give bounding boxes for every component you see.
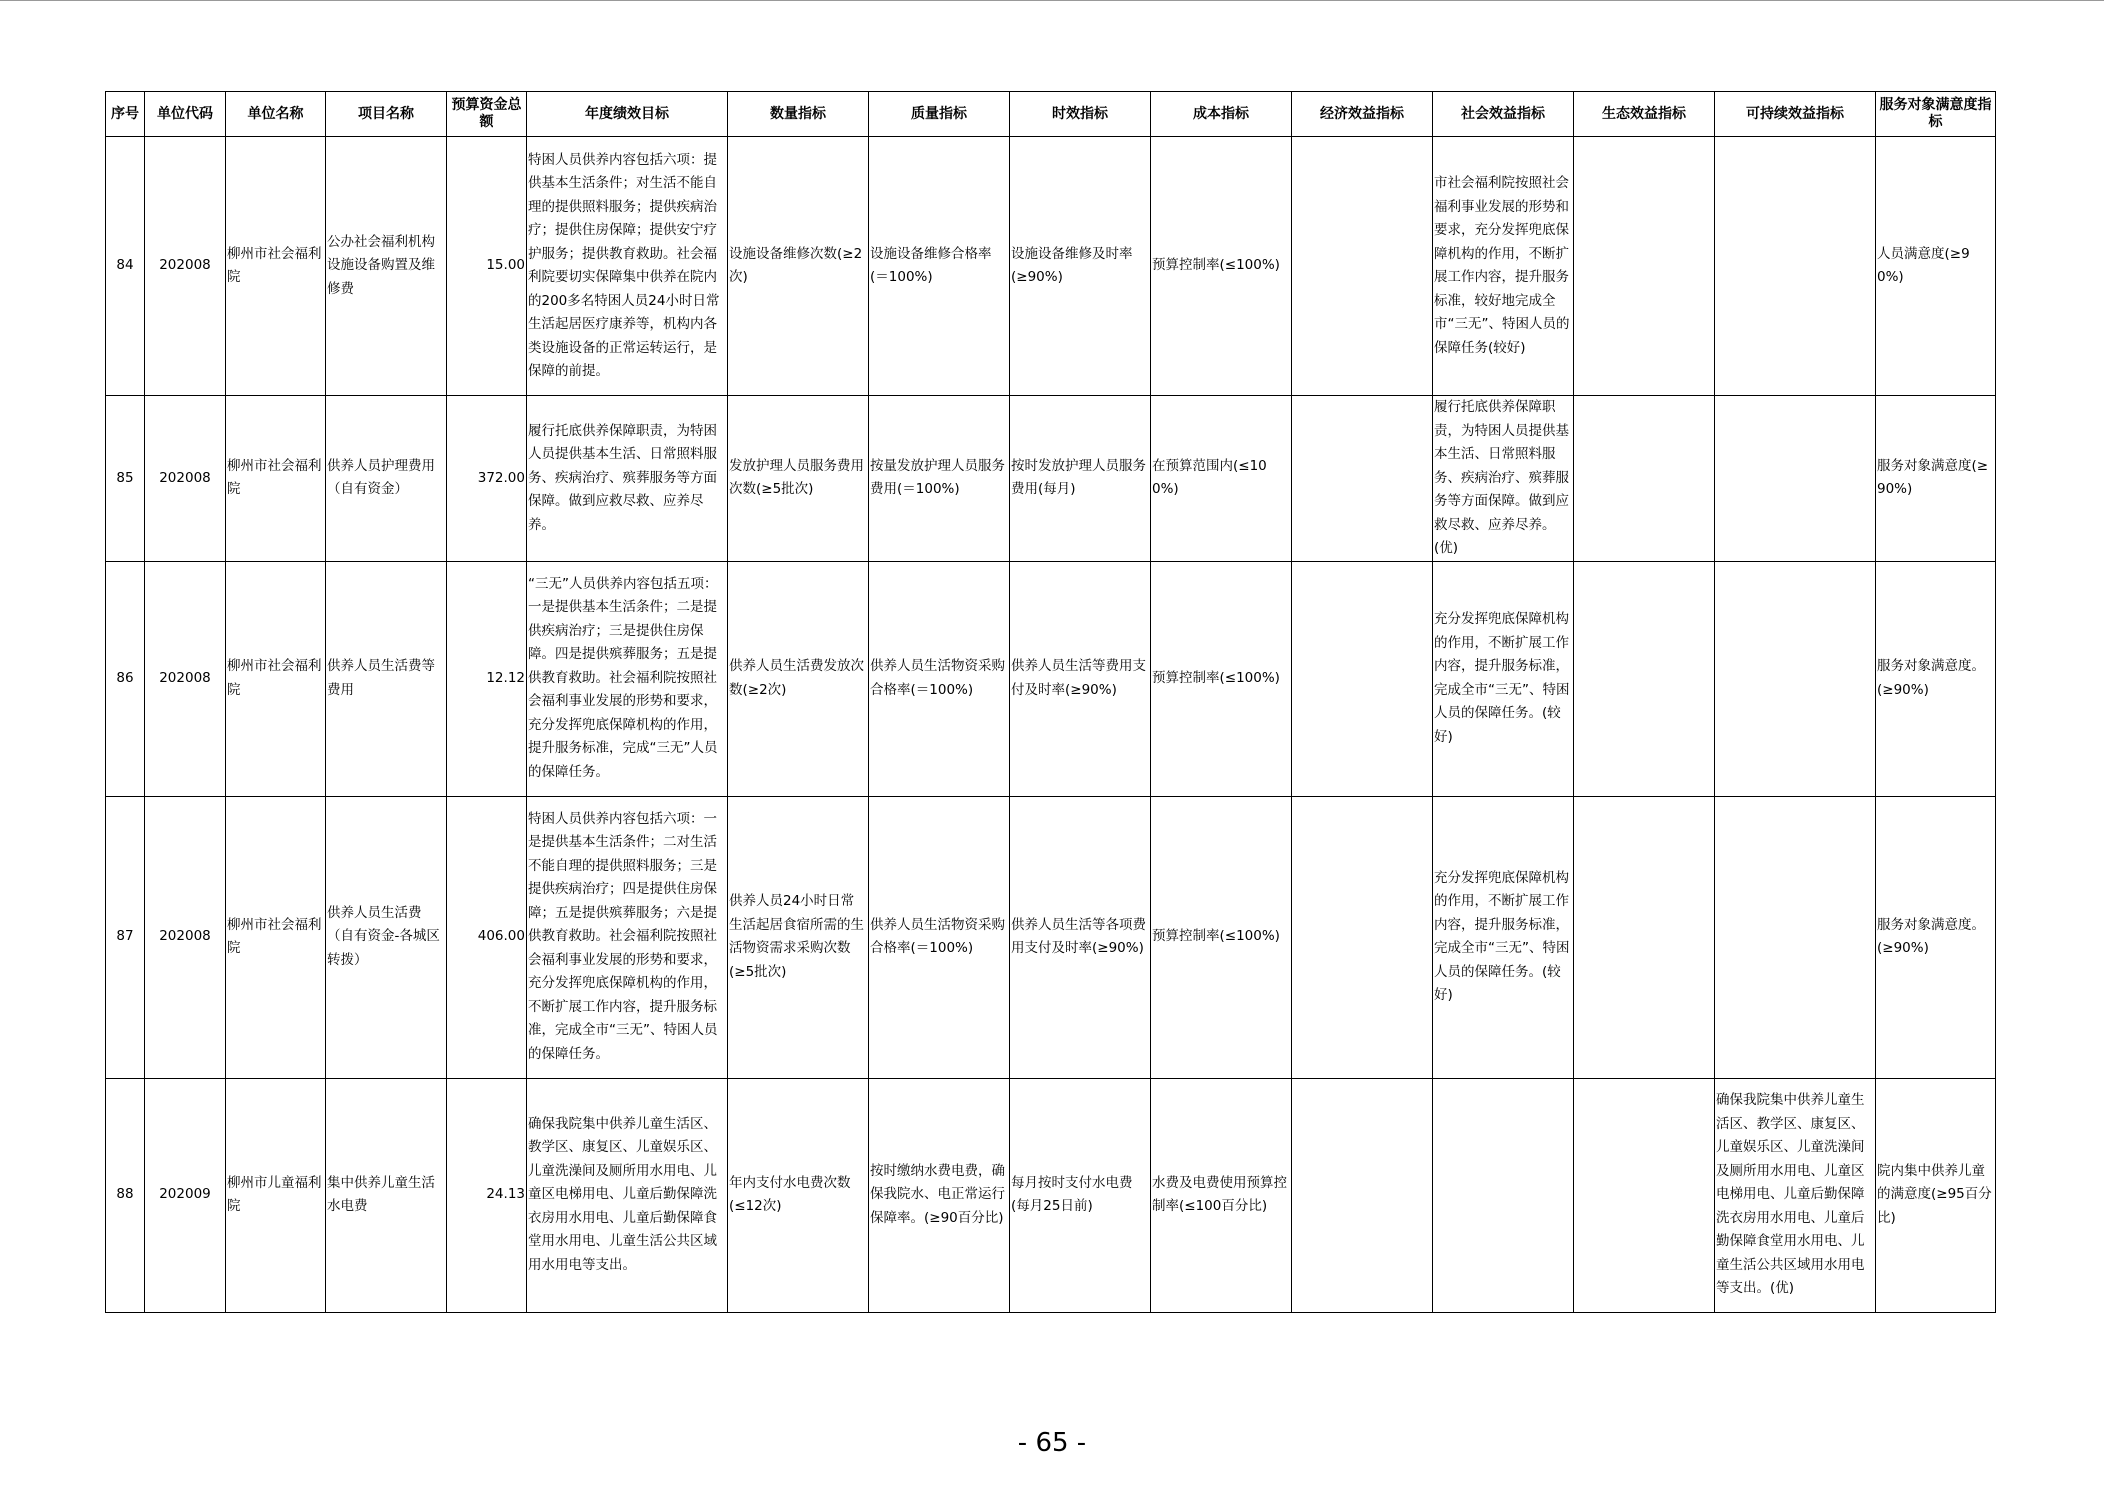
cell-quality [869,1078,1010,1312]
cell-social [1433,396,1574,562]
cell-social-text: 充分发挥兜底保障机构的作用，不断扩展工作内容，提升服务标准，完成全市“三无”、特困人员的保障任务。(较好) [1434,869,1570,1003]
cell-satisfaction-text: 服务对象满意度。(≥90%) [1877,658,1985,698]
table-header-row [106,92,1996,137]
cell-annual-goal-text: 确保我院集中供养儿童生活区、教学区、康复区、儿童娱乐区、儿童洗澡间及厕所用水用电、儿童区电梯用电、儿童后勤保障洗衣房用水用电、儿童后勤保障食堂用水用电、儿童生活公共区域用水用电等支出。 [528,1115,717,1273]
cell-seq [106,137,145,396]
cell-cost-text: 水费及电费使用预算控制率(≤100百分比) [1152,1174,1287,1214]
cell-project-name-text: 公办社会福利机构设施设备购置及维修费 [327,233,435,297]
table-row [106,796,1996,1078]
cell-budget [447,396,527,562]
cell-economic [1292,137,1433,396]
cell-quality [869,796,1010,1078]
cell-timeliness [1010,796,1151,1078]
cell-annual-goal [527,796,728,1078]
cell-cost-text: 预算控制率(≤100%) [1152,257,1280,274]
table-row [106,137,1996,396]
cell-seq [106,1078,145,1312]
cell-satisfaction [1876,396,1996,562]
cell-unit-code-text: 202008 [159,669,211,686]
cell-quantity-text: 供养人员24小时日常生活起居食宿所需的生活物资需求采购次数(≥5批次) [729,893,864,980]
cell-economic [1292,1078,1433,1312]
cell-annual-goal-text: 特困人员供养内容包括六项：提供基本生活条件；对生活不能自理的提供照料服务；提供疾病治疗；提供住房保障；提供安宁疗护服务；提供教育救助。社会福利院要切实保障集中供养在院内的200多名特困人员24小时日常生活起居医疗康养等，机构内各类设施设备的正常运转运行，是保障的前提。 [528,151,720,379]
cell-satisfaction-text: 院内集中供养儿童的满意度(≥95百分比) [1877,1162,1992,1226]
cell-social-text: 市社会福利院按照社会福利事业发展的形势和要求，充分发挥兜底保障机构的作用，不断扩展工作内容，提升服务标准，较好地完成全市“三无”、特困人员的保障任务(较好) [1434,175,1570,356]
cell-unit-name-text: 柳州市社会福利院 [227,457,322,498]
cell-annual-goal [527,1078,728,1312]
cell-annual-goal [527,137,728,396]
cell-annual-goal-text: “三无”人员供养内容包括五项：一是提供基本生活条件；二是提供疾病治疗；三是提供住房保障。四是提供殡葬服务；五是提供教育救助。社会福利院按照社会福利事业发展的形势和要求，充分发挥兜底保障机构的作用，提升服务标准，完成“三无”人员的保障任务。 [528,575,718,780]
cell-cost [1151,561,1292,796]
cell-budget-text: 406.00 [477,928,525,945]
cell-sustainable-text: 确保我院集中供养儿童生活区、教学区、康复区、儿童娱乐区、儿童洗澡间及厕所用水用电、儿童区电梯用电、儿童后勤保障洗衣房用水用电、儿童后勤保障食堂用水用电、儿童生活公共区域用水用电等支出。(优) [1716,1092,1865,1297]
cell-quantity-text: 发放护理人员服务费用次数(≥5批次) [729,457,864,498]
cell-satisfaction-text: 服务对象满意度(≥90%) [1877,457,1989,498]
cell-seq-text: 85 [116,469,134,486]
cell-quality [869,561,1010,796]
header-economic: 经济效益指标 [1292,92,1433,137]
cell-quality-text: 供养人员生活物资采购合格率(＝100%) [870,916,1005,956]
header-satisfaction: 服务对象满意度指标 [1876,92,1996,137]
cell-unit-name-text: 柳州市儿童福利院 [227,1174,322,1214]
cell-project-name-text: 供养人员生活费（自有资金-各城区转拨） [327,904,440,968]
cell-cost [1151,137,1292,396]
cell-annual-goal-text: 履行托底供养保障职责，为特困人员提供基本生活、日常照料服务、疾病治疗、殡葬服务等方面保障。做到应救尽救、应养尽养。 [528,422,717,533]
cell-unit-name [226,137,326,396]
cell-project-name-text: 供养人员生活费等费用 [327,658,435,698]
cell-unit-code [145,396,226,562]
cell-satisfaction [1876,796,1996,1078]
cell-project-name [326,796,447,1078]
header-sustainable: 可持续效益指标 [1715,92,1876,137]
cell-project-name [326,561,447,796]
table-row [106,1078,1996,1312]
cell-unit-code-text: 202009 [159,1186,211,1203]
cell-project-name-text: 集中供养儿童生活水电费 [327,1174,435,1214]
header-seq: 序号 [106,92,145,137]
cell-unit-name-text: 柳州市社会福利院 [227,245,322,285]
cell-seq-text: 84 [116,257,134,274]
cell-timeliness-text: 按时发放护理人员服务费用(每月) [1011,457,1146,498]
cell-unit-code [145,137,226,396]
cell-unit-name [226,796,326,1078]
cell-budget [447,137,527,396]
cell-sustainable [1715,796,1876,1078]
cell-cost-text: 在预算范围内(≤100%) [1152,457,1267,498]
cell-quality-text: 按时缴纳水费电费，确保我院水、电正常运行保障率。(≥90百分比) [870,1162,1005,1226]
cell-unit-name [226,396,326,562]
cell-social [1433,137,1574,396]
cell-budget-text: 24.13 [486,1186,525,1203]
cell-ecological [1574,1078,1715,1312]
header-ecological: 生态效益指标 [1574,92,1715,137]
cell-sustainable [1715,1078,1876,1312]
performance-table [105,91,1996,1313]
cell-unit-code-text: 202008 [159,257,211,274]
cell-social [1433,796,1574,1078]
cell-quantity-text: 供养人员生活费发放次数(≥2次) [729,658,864,698]
cell-social-text: 履行托底供养保障职责，为特困人员提供基本生活、日常照料服务、疾病治疗、殡葬服务等方面保障。做到应救尽救、应养尽养。(优) [1434,399,1569,556]
cell-satisfaction [1876,1078,1996,1312]
cell-unit-code [145,796,226,1078]
cell-seq-text: 86 [116,669,134,686]
cell-unit-name [226,1078,326,1312]
header-quantity: 数量指标 [728,92,869,137]
header-project-name: 项目名称 [326,92,447,137]
cell-quantity [728,561,869,796]
cell-seq-text: 87 [116,928,134,945]
cell-project-name-text: 供养人员护理费用（自有资金） [327,457,435,498]
cell-cost-text: 预算控制率(≤100%) [1152,669,1280,686]
cell-budget-text: 372.00 [477,469,525,486]
cell-satisfaction-text: 服务对象满意度。(≥90%) [1877,916,1985,956]
cell-annual-goal-text: 特困人员供养内容包括六项：一是提供基本生活条件；二对生活不能自理的提供照料服务；三是提供疾病治疗；四是提供住房保障；五是提供殡葬服务；六是提供教育救助。社会福利院按照社会福利事业发展的形势和要求，充分发挥兜底保障机构的作用，不断扩展工作内容，提升服务标准，完成全市“三无”、特困人员的保障任务。 [528,810,718,1062]
cell-cost [1151,796,1292,1078]
cell-unit-code-text: 202008 [159,469,211,486]
cell-ecological [1574,396,1715,562]
cell-unit-name [226,561,326,796]
cell-economic [1292,396,1433,562]
cell-unit-name-text: 柳州市社会福利院 [227,658,322,698]
cell-quantity-text: 年内支付水电费次数(≤12次) [729,1174,851,1214]
cell-sustainable [1715,396,1876,562]
cell-unit-code [145,1078,226,1312]
cell-economic [1292,796,1433,1078]
cell-quantity [728,1078,869,1312]
top-border-line [0,0,2104,1]
cell-social [1433,561,1574,796]
page-number: - 65 - [1017,1428,1087,1458]
cell-timeliness [1010,137,1151,396]
cell-ecological [1574,561,1715,796]
cell-quality [869,137,1010,396]
cell-satisfaction-text: 人员满意度(≥90%) [1877,245,1970,285]
cell-project-name [326,396,447,562]
cell-sustainable [1715,561,1876,796]
cell-quantity [728,796,869,1078]
cell-social [1433,1078,1574,1312]
cell-satisfaction [1876,137,1996,396]
header-cost: 成本指标 [1151,92,1292,137]
cell-timeliness [1010,561,1151,796]
cell-quantity-text: 设施设备维修次数(≥2次) [729,245,863,285]
cell-cost [1151,1078,1292,1312]
cell-budget [447,796,527,1078]
cell-timeliness-text: 供养人员生活等费用支付及时率(≥90%) [1011,658,1146,698]
header-budget-total: 预算资金总额 [447,92,527,137]
cell-social-text: 充分发挥兜底保障机构的作用，不断扩展工作内容，提升服务标准，完成全市“三无”、特困人员的保障任务。(较好) [1434,611,1570,745]
header-quality: 质量指标 [869,92,1010,137]
cell-quality-text: 设施设备维修合格率(＝100%) [870,245,992,285]
cell-cost [1151,396,1292,562]
cell-sustainable [1715,137,1876,396]
table-body [106,137,1996,1313]
cell-satisfaction [1876,561,1996,796]
cell-timeliness [1010,1078,1151,1312]
cell-quality-text: 供养人员生活物资采购合格率(＝100%) [870,658,1005,698]
header-unit-name: 单位名称 [226,92,326,137]
header-annual-goal: 年度绩效目标 [527,92,728,137]
header-social: 社会效益指标 [1433,92,1574,137]
cell-economic [1292,561,1433,796]
cell-budget [447,1078,527,1312]
cell-quantity [728,137,869,396]
header-unit-code: 单位代码 [145,92,226,137]
cell-annual-goal [527,561,728,796]
cell-project-name [326,1078,447,1312]
cell-timeliness-text: 供养人员生活等各项费用支付及时率(≥90%) [1011,916,1146,956]
cell-timeliness-text: 每月按时支付水电费(每月25日前) [1011,1174,1133,1214]
cell-budget-text: 15.00 [486,257,525,274]
cell-ecological [1574,796,1715,1078]
header-timeliness: 时效指标 [1010,92,1151,137]
cell-budget-text: 12.12 [486,669,525,686]
cell-seq [106,796,145,1078]
table-row [106,561,1996,796]
cell-timeliness-text: 设施设备维修及时率(≥90%) [1011,245,1133,285]
cell-seq [106,561,145,796]
cell-budget [447,561,527,796]
cell-quality-text: 按量发放护理人员服务费用(＝100%) [870,457,1005,498]
cell-unit-code [145,561,226,796]
cell-project-name [326,137,447,396]
cell-cost-text: 预算控制率(≤100%) [1152,928,1280,945]
cell-timeliness [1010,396,1151,562]
table-row [106,396,1996,562]
cell-quality [869,396,1010,562]
cell-ecological [1574,137,1715,396]
cell-seq [106,396,145,562]
cell-annual-goal [527,396,728,562]
cell-quantity [728,396,869,562]
cell-unit-code-text: 202008 [159,928,211,945]
cell-unit-name-text: 柳州市社会福利院 [227,916,322,956]
cell-seq-text: 88 [116,1186,134,1203]
